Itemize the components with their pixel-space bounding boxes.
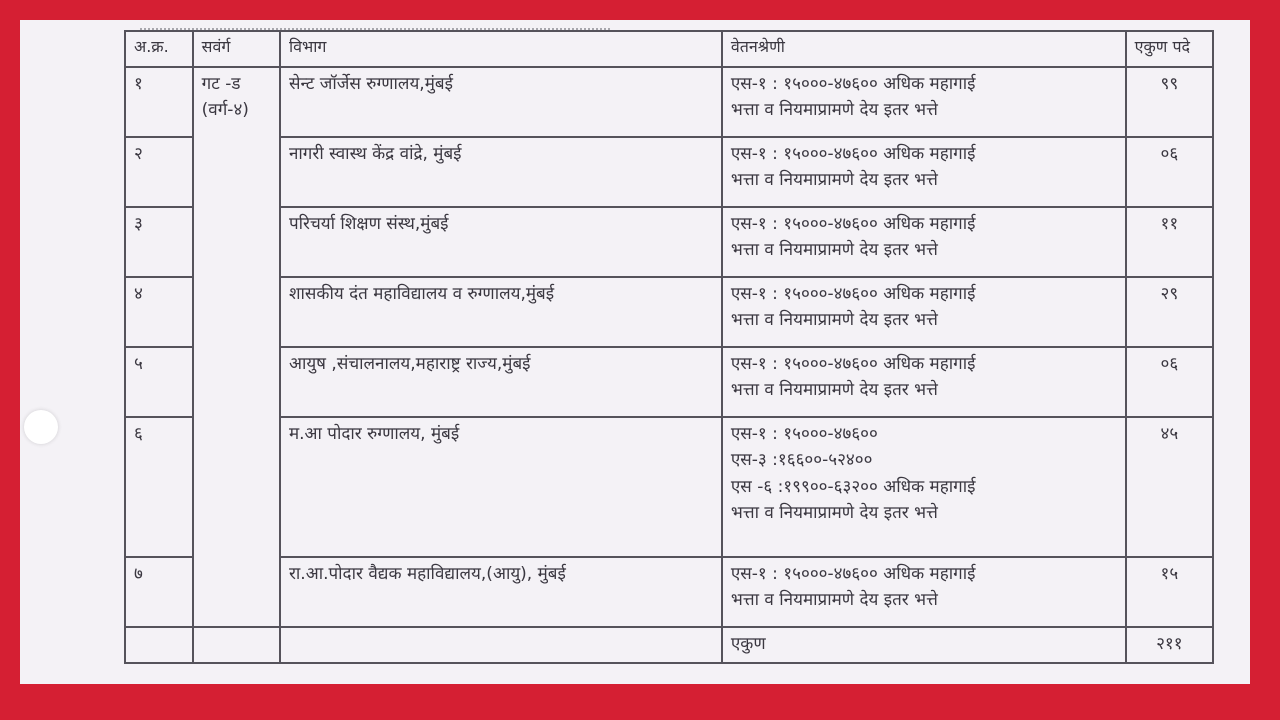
header-category: सवंर्ग bbox=[193, 31, 280, 67]
row-pay-scale bbox=[722, 277, 1126, 347]
table-row bbox=[125, 347, 1213, 417]
posts-table bbox=[124, 30, 1214, 664]
row-pay-scale bbox=[722, 557, 1126, 627]
row-department: परिचर्या शिक्षण संस्थ,मुंबई bbox=[280, 207, 722, 277]
total-blank-cell bbox=[280, 627, 722, 663]
row-sr-no: १ bbox=[125, 67, 193, 137]
table-row bbox=[125, 137, 1213, 207]
pay-line: भत्ता व नियमाप्रामणे देय इतर भत्ते bbox=[730, 380, 938, 401]
pay-line: एस-१ : १५०००-४७६०० अधिक महागाई bbox=[730, 144, 976, 164]
row-sr-no: ५ bbox=[125, 347, 193, 417]
total-blank-cell bbox=[125, 627, 193, 663]
pay-line: भत्ता व नियमाप्रामणे देय इतर भत्ते bbox=[730, 503, 938, 524]
row-department: रा.आ.पोदार वैद्यक महाविद्यालय,(आयु), मुंबई bbox=[280, 557, 722, 627]
table-row bbox=[125, 277, 1213, 347]
pay-line: भत्ता व नियमाप्रामणे देय इतर भत्ते bbox=[730, 170, 938, 191]
total-label: एकुण bbox=[722, 627, 1126, 663]
row-sr-no: ७ bbox=[125, 557, 193, 627]
row-posts: १५ bbox=[1126, 557, 1213, 627]
header-total-posts: एकुण पदे bbox=[1126, 31, 1213, 67]
pay-line: एस-१ : १५०००-४७६०० अधिक महागाई bbox=[730, 284, 976, 304]
pay-line: एस-१ : १५०००-४७६०० अधिक महागाई bbox=[730, 214, 976, 234]
row-department: सेन्ट जॉर्जेस रुग्णालय,मुंबई bbox=[280, 67, 722, 137]
pay-line: भत्ता व नियमाप्रामणे देय इतर भत्ते bbox=[730, 240, 938, 261]
pay-line: एस-१ : १५०००-४७६०० bbox=[730, 424, 878, 444]
row-department: नागरी स्वास्थ केंद्र वांद्रे, मुंबई bbox=[280, 137, 722, 207]
row-pay-scale bbox=[722, 417, 1126, 557]
row-pay-scale bbox=[722, 67, 1126, 137]
pay-line: एस-१ : १५०००-४७६०० अधिक महागाई bbox=[730, 564, 976, 584]
pay-line: एस -६ :१९९००-६३२०० अधिक महागाई bbox=[730, 476, 976, 497]
table-row bbox=[125, 207, 1213, 277]
row-pay-scale bbox=[722, 137, 1126, 207]
row-sr-no: ६ bbox=[125, 417, 193, 557]
punch-hole bbox=[24, 410, 58, 444]
header-department: विभाग bbox=[280, 31, 722, 67]
category-class: (वर्ग-४) bbox=[201, 100, 249, 121]
category-cell bbox=[193, 67, 280, 627]
pay-line: भत्ता व नियमाप्रामणे देय इतर भत्ते bbox=[730, 100, 938, 121]
table-row bbox=[125, 67, 1213, 137]
row-department: म.आ पोदार रुग्णालय, मुंबई bbox=[280, 417, 722, 557]
cut-off-text-line bbox=[140, 20, 610, 30]
row-pay-scale bbox=[722, 207, 1126, 277]
document-page bbox=[20, 20, 1250, 684]
total-row bbox=[125, 627, 1213, 663]
row-posts: ४५ bbox=[1126, 417, 1213, 557]
row-posts: २९ bbox=[1126, 277, 1213, 347]
row-sr-no: २ bbox=[125, 137, 193, 207]
row-sr-no: ३ bbox=[125, 207, 193, 277]
header-sr-no: अ.क्र. bbox=[125, 31, 193, 67]
row-posts: ०६ bbox=[1126, 137, 1213, 207]
pay-line: एस-३ :१६६००-५२४०० bbox=[730, 450, 873, 471]
row-department: शासकीय दंत महाविद्यालय व रुग्णालय,मुंबई bbox=[280, 277, 722, 347]
category-group: गट -ड bbox=[201, 74, 241, 94]
row-posts: ०६ bbox=[1126, 347, 1213, 417]
row-department: आयुष ,संचालनालय,महाराष्ट्र राज्य,मुंबई bbox=[280, 347, 722, 417]
table-row bbox=[125, 417, 1213, 557]
row-pay-scale bbox=[722, 347, 1126, 417]
pay-line: भत्ता व नियमाप्रामणे देय इतर भत्ते bbox=[730, 310, 938, 331]
row-posts: ९९ bbox=[1126, 67, 1213, 137]
row-sr-no: ४ bbox=[125, 277, 193, 347]
table-header-row bbox=[125, 31, 1213, 67]
table-row bbox=[125, 557, 1213, 627]
pay-line: एस-१ : १५०००-४७६०० अधिक महागाई bbox=[730, 74, 976, 94]
total-blank-cell bbox=[193, 627, 280, 663]
pay-line: एस-१ : १५०००-४७६०० अधिक महागाई bbox=[730, 354, 976, 374]
header-pay-scale: वेतनश्रेणी bbox=[722, 31, 1126, 67]
row-posts: ११ bbox=[1126, 207, 1213, 277]
total-value: २११ bbox=[1126, 627, 1213, 663]
pay-line: भत्ता व नियमाप्रामणे देय इतर भत्ते bbox=[730, 590, 938, 611]
